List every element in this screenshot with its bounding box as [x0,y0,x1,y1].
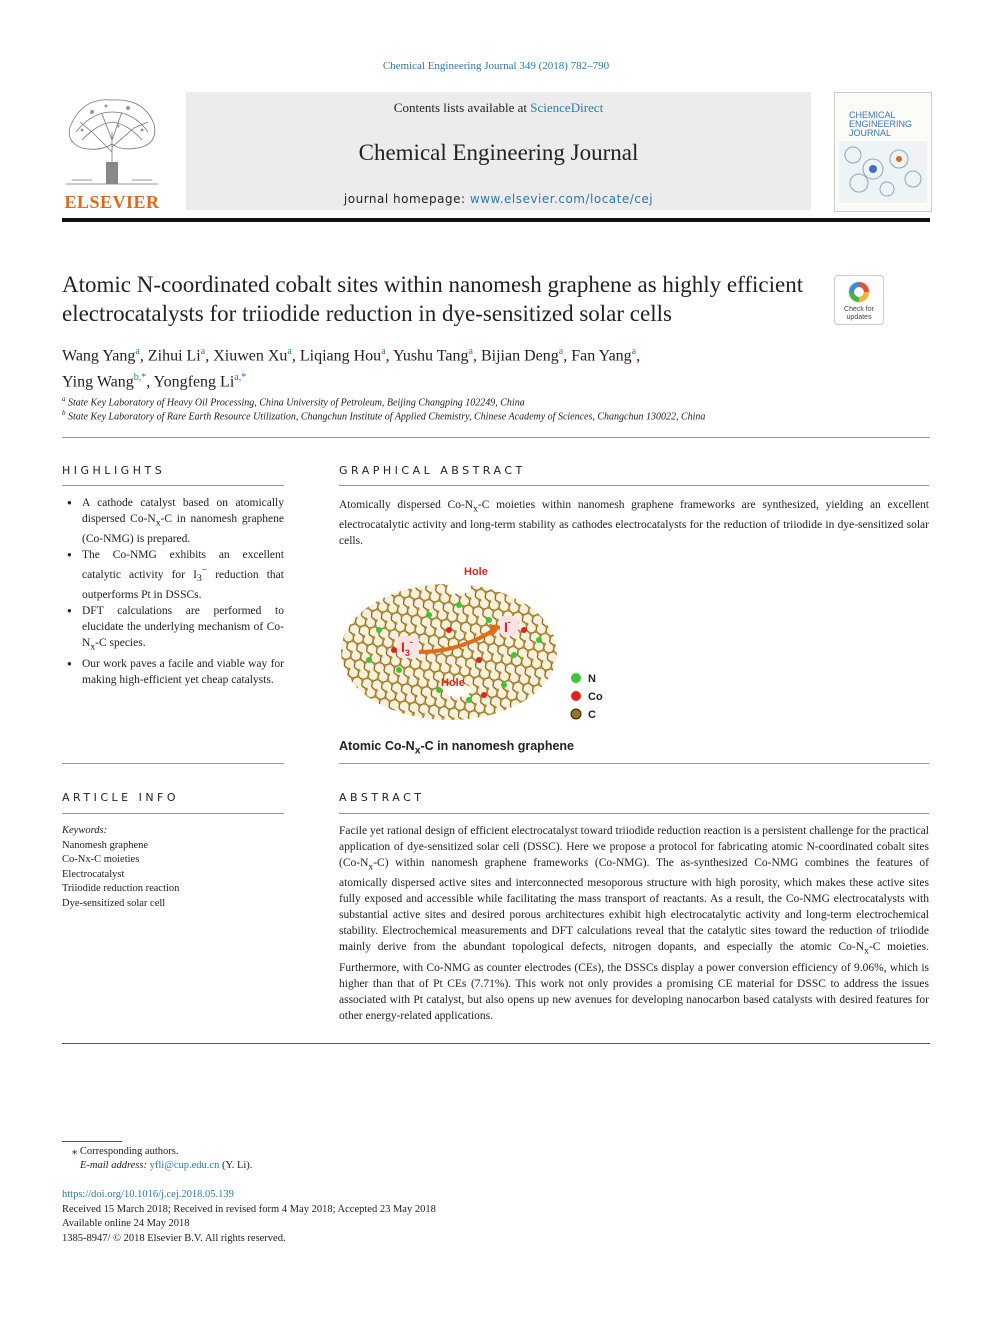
hole-bottom-label: Hole [441,677,465,689]
figure-caption: Atomic $Co-N_x-C$ in nanomesh graphene [339,739,574,757]
elsevier-wordmark[interactable]: ELSEVIER [64,192,160,212]
journal-citation[interactable]: Chemical Engineering Journal 349 (2018) 782–790 [382,60,610,72]
legend-co-label: Co [588,691,603,703]
copyright: 1385-8947/ © 2018 Elsevier B.V. All rights reserved. [62,1232,286,1244]
highlights-list [62,495,284,688]
homepage-link[interactable]: www.elsevier.com/locate/cej [469,192,654,206]
keywords-label: Keywords: [62,825,108,836]
figure-legend [571,673,603,721]
cover-title: CHEMICAL ENGINEERING JOURNAL [849,110,913,138]
graphical-abstract-figure [339,560,619,760]
tree-logo-icon [62,92,162,190]
divider [339,763,929,764]
legend-c-marker [571,709,581,719]
header-rule [62,218,930,222]
doi-link[interactable]: https://doi.org/10.1016/j.cej.2018.05.139 [62,1189,234,1200]
abstract-text: Facile yet rational design of efficient electrocatalyst toward triiodide reduction reaction is a persistent challenge for the practical application of dye-sensitized solar cell (DSSC). Here we propose a protocol for fabricating atomic N-coordinated cobalt sites $(Co-N_x-C)$ within nanomesh graphene frameworks (Co-NMG). The as-synthesized Co-NMG combines the features of atomically dispersed active sites and interconnected mesoporous structure with high porosity, which makes these active sites fully exposed and accessible while facilitating the mass transport of reactants. As a result, the Co-NMG electrocatalysts with substantial active sites and desired porous architectures exhibit high electrocatalytic activity and long-term electrochemical stability. Electrochemical measurements and DFT calculations reveal that the catalytic sites toward the reduction of triiodide mainly derive from the abundant topological defects, nitrogen dopants, and especially the atomic $Co-N_x-C$ moieties. Furthermore, with Co-NMG as counter electrodes (CEs), the DSSCs display a power conversion efficiency of 9.06%, which is higher than that of Pt CEs (7.71%). This work not only provides a promising CE material for DSSC to address the issues associated with Pt catalyst, but also opens up new avenues for developing nanocarbon based catalysts with desired features for other energy-related applications. [339,825,929,1022]
email-note: E-mail address: yfli@cup.edu.cn (Y. Li). [80,1160,253,1171]
hole-top [447,582,471,594]
divider [339,485,929,486]
keyword-item[interactable]: Electrocatalyst [62,868,125,880]
i-label: I- [504,617,511,635]
hole-top-label: Hole [464,566,488,578]
homepage-line: journal homepage: www.elsevier.com/locate/cej [343,192,654,206]
email-link[interactable]: yfli@cup.edu.cn [149,1160,220,1171]
footnote-rule [62,1141,122,1142]
author-affiliation-mark[interactable]: a [200,346,206,357]
divider [62,1043,930,1044]
divider [62,813,284,814]
divider [62,437,930,438]
divider [339,813,929,814]
author-name[interactable]: Yongfeng Li [153,373,235,391]
keyword-item[interactable]: Co-Nx-C moieties [62,854,140,865]
author-name[interactable]: Xiuwen Xu [213,347,288,365]
received-dates: Received 15 March 2018; Received in revised form 4 May 2018; Accepted 23 May 2018 [62,1203,436,1215]
legend-c-label: C [588,709,596,721]
highlight-item: ● DFT calculations are performed to elucidate the underlying mechanism of $Co-N_x-C$ species. [62,603,284,655]
highlight-item: ● Our work paves a facile and viable way for making high-efficient yet cheap catalysts. [62,656,284,688]
author-affiliation-mark[interactable]: a,* [234,372,247,384]
legend-n-marker [571,673,581,683]
journal-banner [186,92,811,210]
footnotes [62,1145,562,1173]
author-name[interactable]: Ying Wang [62,373,134,391]
cover-art-icon [839,141,927,203]
author-name[interactable]: Zihui Li [147,347,201,365]
sciencedirect-link[interactable]: ScienceDirect [530,100,604,115]
author-affiliation-mark[interactable]: a [558,346,564,357]
keyword-item[interactable]: Triiodide reduction reaction [62,883,180,894]
author-affiliation-mark[interactable]: b,* [133,372,147,384]
corresponding-note: ⁎ Corresponding authors. [72,1146,179,1157]
author-name[interactable]: Yushu Tang [393,347,469,365]
contents-line: Contents lists available at ScienceDirect [393,100,604,115]
author-name[interactable]: Liqiang Hou [299,347,382,365]
article-title: Atomic N-coordinated cobalt sites within nanomesh graphene as highly efficient electrocatalysts for triiodide reduction in dye-sensitized solar cells [62,272,804,326]
keywords-block [62,824,284,911]
article-footer [62,1188,662,1246]
author-list: Wang Yang$^a$, Zihui Li$^a$, Xiuwen Xu$^a$, Liqiang Hou$^a$, Yushu Tang$^a$, Bijian Deng$^a$, Fan Yang$^a$, Ying Wang$^{b,*}$, Yongfeng $Li^{a,*}$ [62,346,641,391]
graphene-lattice [341,584,557,720]
affiliation-a: $^a$ State Key Laboratory of Heavy Oil Processing, China University of Petroleum, Beijing Changping 102249, China [62,395,525,409]
author-affiliation-mark[interactable]: a [631,346,637,357]
author-affiliation-mark[interactable]: a [468,346,473,357]
highlight-item: ● A cathode catalyst based on atomically dispersed $Co-N_x-C$ in nanomesh graphene (Co-NMG) is prepared. [62,495,284,547]
journal-name: Chemical Engineering Journal [358,140,639,165]
abstract-heading: ABSTRACT [339,791,425,804]
author-name[interactable]: Fan Yang [571,347,632,365]
article-info-heading: ARTICLE INFO [62,791,180,804]
author-name[interactable]: Wang Yang [62,347,136,365]
highlights-heading: HIGHLIGHTS [62,464,166,477]
elsevier-logo [62,92,162,212]
legend-n-label: N [588,673,596,685]
divider [62,485,284,486]
keyword-item[interactable]: Nanomesh graphene [62,839,149,851]
check-updates-label: Check for updates [844,306,874,321]
journal-cover[interactable] [834,92,932,212]
i3-label: $I_3^-$ [401,637,413,658]
author-affiliation-mark[interactable]: a [287,346,292,357]
divider [62,763,284,764]
author-affiliation-mark[interactable]: a [135,346,140,357]
available-online: Available online 24 May 2018 [62,1218,190,1229]
legend-co-marker [571,691,581,701]
graphical-abstract-heading: GRAPHICAL ABSTRACT [339,464,526,477]
check-for-updates-button[interactable] [834,275,884,325]
check-updates-icon [847,280,871,304]
highlight-item: ● The Co-NMG exhibits an excellent catalytic activity for $I_3^-$ reduction that outperforms Pt in DSSCs. [62,547,284,603]
author-affiliation-mark[interactable]: a [381,346,386,357]
affiliation-b: $^b$ State Key Laboratory of Rare Earth Resource Utilization, Changchun Institute of Applied Chemistry, Chinese Academy of Sciences, Changchun 130022, China [62,409,706,423]
author-name[interactable]: Bijian Deng [480,347,559,365]
graphical-abstract-text: Atomically dispersed $Co-N_x-C$ moieties within nanomesh graphene frameworks are synthesized, yielding an excellent electrocatalytic activity and long-term stability as cathodes electrocatalysts for the reduction of triiodide in dye-sensitized solar cells. [339,499,929,548]
keyword-item[interactable]: Dye-sensitized solar cell [62,897,166,909]
